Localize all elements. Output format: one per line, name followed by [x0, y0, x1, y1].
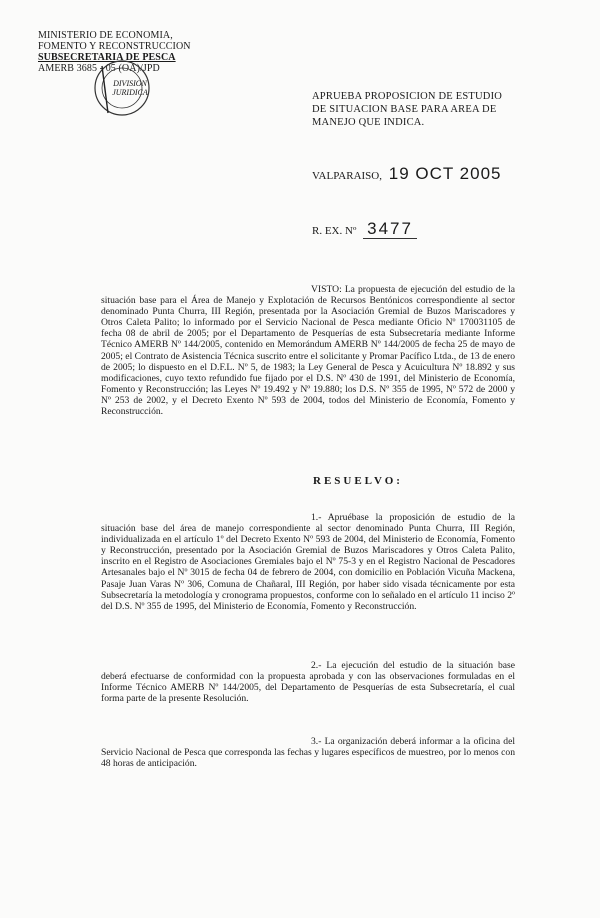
- place: VALPARAISO,: [312, 170, 382, 182]
- letterhead-reference: AMERB 3685 - 05 (OA)/JPD: [38, 63, 160, 74]
- place-date: [312, 164, 502, 184]
- article-3: 3.- La organización deberá informar a la oficina del Servicio Nacional de Pesca que corresponda las fechas y lugares específicos de muestreo, por lo menos con 48 horas de anticipación.: [101, 736, 515, 770]
- resolution-number: [312, 219, 417, 239]
- date-stamp: 19 OCT 2005: [388, 164, 502, 183]
- resuelvo-heading: RESUELVO:: [313, 475, 403, 487]
- article-2: 2.- La ejecución del estudio de la situación base deberá efectuarse de conformidad con la propuesta aprobada y con las observaciones formuladas en el Informe Técnico AMERB Nº 144/2005, del Departamento de Pesquerías de esta Subsecretaría, el cual forma parte de la presente Resolución.: [101, 660, 515, 705]
- resolution-subject: APRUEBA PROPOSICION DE ESTUDIO DE SITUACION BASE PARA AREA DE MANEJO QUE INDICA.: [312, 91, 503, 128]
- letterhead-ministry: MINISTERIO DE ECONOMIA,: [38, 30, 173, 41]
- article-1: 1.- Apruébase la proposición de estudio de la situación base del área de manejo correspondiente al sector denominado Punta Churra, III Región, individualizada en el artículo 1º del Decreto Exento Nº 593 de 2004, del Ministerio de Economía, Fomento y Reconstrucción, presentado por la Asociación Gremial de Buzos Mariscadores y Otros Caleta Palito, inscrito en el Registro de Asociaciones Gremiales bajo el Nº 75-3 y en el Registro Nacional de Pescadores Artesanales bajo el Nº 3015 de fecha 04 de febrero de 2004, con domicilio en Población Vicuña Mackena, Pasaje Juan Varas Nº 306, Comuna de Chañaral, III Región, por haber sido visada técnicamente por esta Subsecretaría la metodología y cronograma propuestos, conforme con lo señalado en el artículo 11 inciso 2º del D.S. Nº 355 de 1995, del Ministerio de Economía, Fomento y Reconstrucción.: [101, 512, 515, 612]
- letterhead-subsecretaria: SUBSECRETARIA DE PESCA: [38, 52, 176, 63]
- stamp-text: DIVISION JURIDICA: [112, 79, 148, 97]
- rex-number: 3477: [363, 219, 417, 239]
- letterhead-ministry-2: FOMENTO Y RECONSTRUCCION: [38, 41, 191, 52]
- rex-label: R. EX. Nº: [312, 225, 357, 237]
- visto-paragraph: VISTO: La propuesta de ejecución del estudio de la situación base para el Área de Manejo y Explotación de Recursos Bentónicos correspondiente al sector denominado Punta Churra, III Región, presentada por la Asociación Gremial de Buzos Mariscadores y Otros Caleta Palito; lo informado por el Servicio Nacional de Pesca mediante Oficio Nº 170031105 de fecha 08 de abril de 2005; por el Departamento de Pesquerías de esta Subsecretaría mediante Informe Técnico AMERB Nº 144/2005, contenido en Memorándum AMERB Nº 144/2005 de fecha 25 de mayo de 2005; el Contrato de Asistencia Técnica suscrito entre el solicitante y Promar Pacífico Ltda., de 13 de enero de 2005; lo dispuesto en el D.F.L. Nº 5, de 1983; la Ley General de Pesca y Acuicultura Nº 18.892 y sus modificaciones, cuyo texto refundido fue fijado por el D.S. Nº 430 de 1991, del Ministerio de Economía, Fomento y Reconstrucción; las Leyes Nº 19.492 y Nº 19.880; los D.S. Nº 355 de 1995, Nº 572 de 2000 y Nº 253 de 2002, y el Decreto Exento Nº 593 de 2004, todos del Ministerio de Economía, Fomento y Reconstrucción.: [101, 284, 515, 418]
